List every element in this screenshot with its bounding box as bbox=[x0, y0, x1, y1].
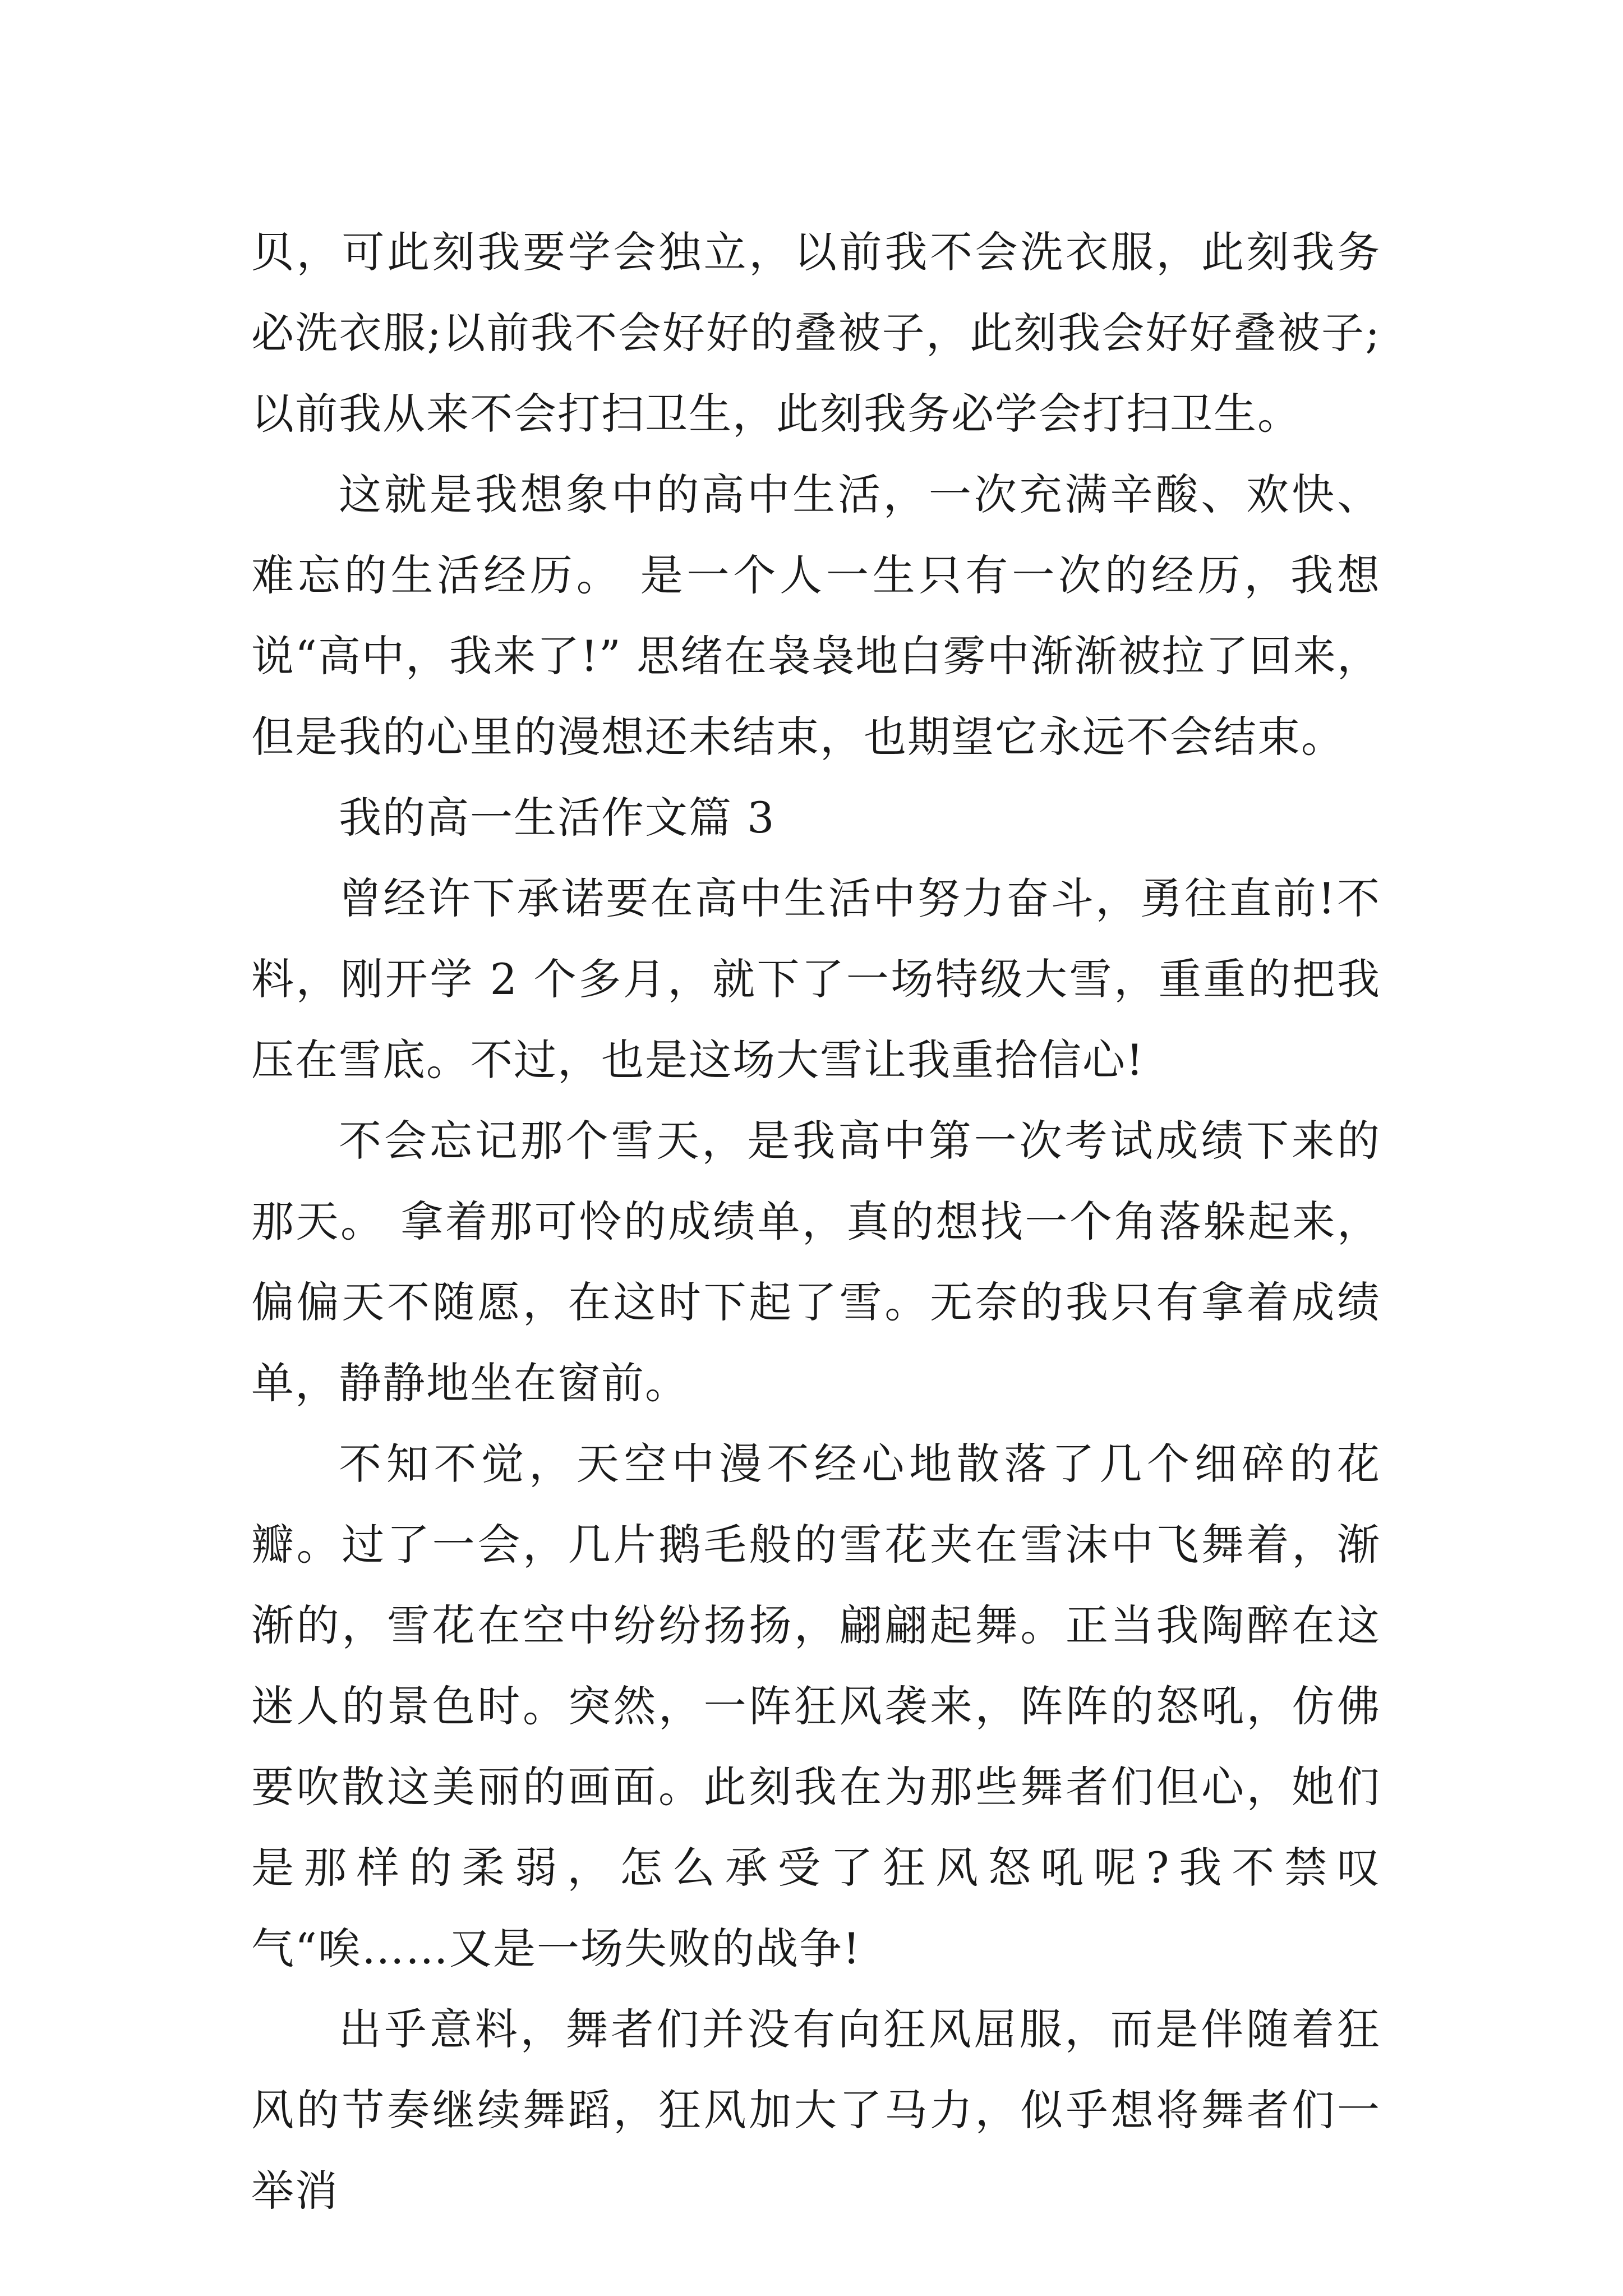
paragraph: 出乎意料，舞者们并没有向狂风屈服，而是伴随着狂风的节奏继续舞蹈，狂风加大了马力，似乎想将舞者们一举消 bbox=[251, 2004, 1381, 2216]
paragraph: 不知不觉，天空中漫不经心地散落了几个细碎的花瓣。过了一会，几片鹅毛般的雪花夹在雪沫中飞舞着，渐渐的，雪花在空中纷纷扬扬，翩翩起舞。正当我陶醉在这迷人的景色时。突然，一阵狂风袭来，阵阵的怒吼，仿佛要吹散这美丽的画面。此刻我在为那些舞者们但心，她们是那样的柔弱，怎么承受了狂风怒吼呢?我不禁叹气“唉……又是一场失败的战争! bbox=[251, 1439, 1381, 1973]
paragraph: 不会忘记那个雪天，是我高中第一次考试成绩下来的那天。 拿着那可怜的成绩单，真的想找一个角落躲起来，偏偏天不随愿，在这时下起了雪。无奈的我只有拿着成绩单，静静地坐在窗前。 bbox=[251, 1116, 1381, 1408]
article-body bbox=[251, 212, 1381, 2231]
section-heading: 我的高一生活作文篇 3 bbox=[339, 793, 776, 843]
paragraph-continued: 贝，可此刻我要学会独立，以前我不会洗衣服，此刻我务必洗衣服;以前我不会好好的叠被子，此刻我会好好叠被子;以前我从来不会打扫卫生，此刻我务必学会打扫卫生。 bbox=[251, 227, 1381, 439]
paragraph: 曾经许下承诺要在高中生活中努力奋斗，勇往直前!不料，刚开学 2 个多月，就下了一场特级大雪，重重的把我压在雪底。不过，也是这场大雪让我重拾信心! bbox=[251, 873, 1381, 1085]
paragraph: 这就是我想象中的高中生活，一次充满辛酸、欢快、难忘的生活经历。 是一个人一生只有一次的经历，我想说“高中，我来了!” 思绪在袅袅地白雾中渐渐被拉了回来，但是我的心里的漫想还未结束，也期望它永远不会结束。 bbox=[251, 470, 1381, 762]
